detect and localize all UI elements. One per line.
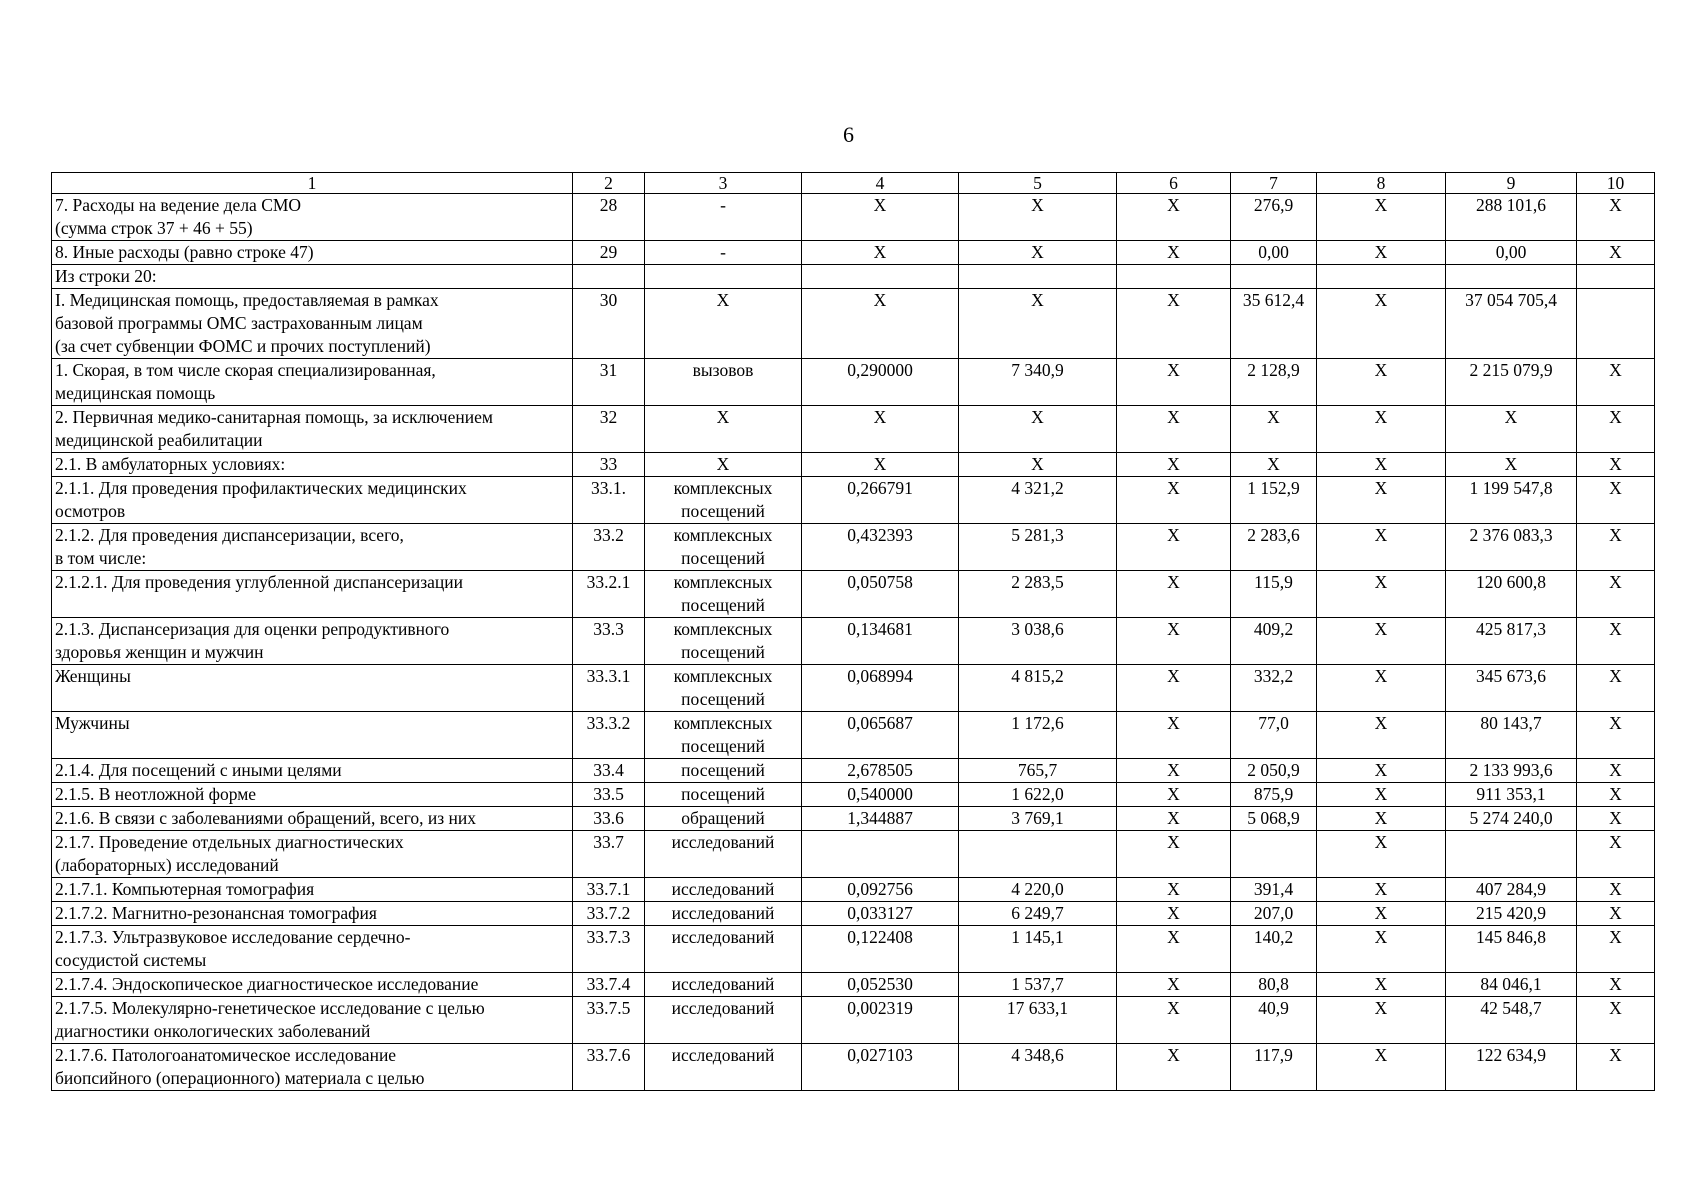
col8-cell: X (1317, 783, 1446, 807)
table-row (52, 665, 1655, 712)
unit-cell: исследований (645, 902, 802, 926)
norm-cost-cell: 7 340,9 (959, 359, 1117, 406)
norm-cost-cell: X (959, 406, 1117, 453)
norm-cost-cell (959, 831, 1117, 878)
col10-cell: X (1577, 973, 1655, 997)
unit-cell: посещений (645, 783, 802, 807)
col10-cell: X (1577, 926, 1655, 973)
col10-cell: X (1577, 241, 1655, 265)
norm-volume-cell: 0,033127 (802, 902, 959, 926)
col8-cell: X (1317, 973, 1446, 997)
per-capita-cell: 875,9 (1231, 783, 1317, 807)
row-code-cell: 33.5 (573, 783, 645, 807)
col8-cell: X (1317, 524, 1446, 571)
norm-cost-cell: 1 537,7 (959, 973, 1117, 997)
table-row (52, 807, 1655, 831)
col8-cell (1317, 265, 1446, 289)
norm-cost-cell: 4 348,6 (959, 1044, 1117, 1091)
table-row (52, 997, 1655, 1044)
unit-cell: комплексных посещений (645, 618, 802, 665)
per-capita-cell: 77,0 (1231, 712, 1317, 759)
total-sum-cell: 37 054 705,4 (1446, 289, 1577, 359)
total-sum-cell (1446, 265, 1577, 289)
col10-cell: X (1577, 524, 1655, 571)
norm-volume-cell: 1,344887 (802, 807, 959, 831)
row-code-cell: 33.7.6 (573, 1044, 645, 1091)
norm-cost-cell: 17 633,1 (959, 997, 1117, 1044)
col10-cell: X (1577, 759, 1655, 783)
col10-cell: X (1577, 783, 1655, 807)
column-header: 6 (1117, 173, 1231, 194)
table-row (52, 712, 1655, 759)
unit-cell: комплексных посещений (645, 571, 802, 618)
norm-cost-cell: 3 038,6 (959, 618, 1117, 665)
per-capita-cell (1231, 265, 1317, 289)
col8-cell: X (1317, 831, 1446, 878)
unit-cell (645, 265, 802, 289)
unit-cell: вызовов (645, 359, 802, 406)
total-sum-cell: 120 600,8 (1446, 571, 1577, 618)
norm-volume-cell: 0,540000 (802, 783, 959, 807)
col8-cell: X (1317, 477, 1446, 524)
norm-cost-cell: 1 622,0 (959, 783, 1117, 807)
unit-cell: исследований (645, 1044, 802, 1091)
column-header: 4 (802, 173, 959, 194)
norm-volume-cell: 0,290000 (802, 359, 959, 406)
row-code-cell: 33.7.1 (573, 878, 645, 902)
col6-cell: X (1117, 759, 1231, 783)
col8-cell: X (1317, 997, 1446, 1044)
row-code-cell: 33.7.2 (573, 902, 645, 926)
per-capita-cell: 80,8 (1231, 973, 1317, 997)
norm-cost-cell: X (959, 241, 1117, 265)
total-sum-cell (1446, 831, 1577, 878)
unit-cell: - (645, 194, 802, 241)
row-name-cell: 2. Первичная медико-санитарная помощь, за исключением медицинской реабилитации (52, 406, 573, 453)
table-row (52, 926, 1655, 973)
total-sum-cell: 122 634,9 (1446, 1044, 1577, 1091)
table-row (52, 831, 1655, 878)
table-row (52, 783, 1655, 807)
per-capita-cell: 40,9 (1231, 997, 1317, 1044)
row-code-cell: 33.7.5 (573, 997, 645, 1044)
unit-cell: исследований (645, 926, 802, 973)
norm-cost-cell: 1 145,1 (959, 926, 1117, 973)
col10-cell: X (1577, 359, 1655, 406)
per-capita-cell: 2 128,9 (1231, 359, 1317, 406)
col6-cell: X (1117, 997, 1231, 1044)
row-name-cell: 2.1.1. Для проведения профилактических медицинских осмотров (52, 477, 573, 524)
table-header-row (52, 173, 1655, 194)
table-row (52, 265, 1655, 289)
col6-cell: X (1117, 712, 1231, 759)
norm-cost-cell: 765,7 (959, 759, 1117, 783)
table-row (52, 973, 1655, 997)
norm-volume-cell: 0,052530 (802, 973, 959, 997)
unit-cell: исследований (645, 878, 802, 902)
norm-cost-cell: 4 815,2 (959, 665, 1117, 712)
total-sum-cell: 2 215 079,9 (1446, 359, 1577, 406)
row-code-cell: 33.7 (573, 831, 645, 878)
total-sum-cell: 215 420,9 (1446, 902, 1577, 926)
col6-cell: X (1117, 524, 1231, 571)
unit-cell: - (645, 241, 802, 265)
norm-volume-cell: X (802, 194, 959, 241)
per-capita-cell: 115,9 (1231, 571, 1317, 618)
row-code-cell: 33.3.1 (573, 665, 645, 712)
row-name-cell: 2.1.5. В неотложной форме (52, 783, 573, 807)
col10-cell: X (1577, 712, 1655, 759)
row-code-cell: 33.2 (573, 524, 645, 571)
norm-volume-cell: 0,134681 (802, 618, 959, 665)
norm-cost-cell: 3 769,1 (959, 807, 1117, 831)
col6-cell: X (1117, 807, 1231, 831)
row-name-cell: 2.1.2.1. Для проведения углубленной диспансеризации (52, 571, 573, 618)
column-header: 5 (959, 173, 1117, 194)
row-code-cell: 32 (573, 406, 645, 453)
col6-cell: X (1117, 477, 1231, 524)
col6-cell: X (1117, 783, 1231, 807)
table-row (52, 359, 1655, 406)
norm-cost-cell: X (959, 194, 1117, 241)
norm-volume-cell: 2,678505 (802, 759, 959, 783)
row-code-cell: 29 (573, 241, 645, 265)
col8-cell: X (1317, 712, 1446, 759)
col10-cell (1577, 289, 1655, 359)
row-name-cell: 2.1.7. Проведение отдельных диагностических (лабораторных) исследований (52, 831, 573, 878)
row-code-cell: 28 (573, 194, 645, 241)
row-name-cell: 2.1.7.5. Молекулярно-генетическое исследование с целью диагностики онкологических заболеваний (52, 997, 573, 1044)
per-capita-cell: 391,4 (1231, 878, 1317, 902)
norm-cost-cell: 4 321,2 (959, 477, 1117, 524)
norm-volume-cell: 0,050758 (802, 571, 959, 618)
col6-cell: X (1117, 1044, 1231, 1091)
col8-cell: X (1317, 878, 1446, 902)
total-sum-cell: 407 284,9 (1446, 878, 1577, 902)
norm-volume-cell: 0,432393 (802, 524, 959, 571)
col8-cell: X (1317, 665, 1446, 712)
row-code-cell: 33.4 (573, 759, 645, 783)
col8-cell: X (1317, 807, 1446, 831)
row-name-cell: 2.1. В амбулаторных условиях: (52, 453, 573, 477)
col8-cell: X (1317, 453, 1446, 477)
row-code-cell: 33 (573, 453, 645, 477)
per-capita-cell: 276,9 (1231, 194, 1317, 241)
col10-cell: X (1577, 807, 1655, 831)
norm-volume-cell: 0,065687 (802, 712, 959, 759)
table-row (52, 453, 1655, 477)
col6-cell (1117, 265, 1231, 289)
column-header: 3 (645, 173, 802, 194)
row-name-cell: 2.1.4. Для посещений с иными целями (52, 759, 573, 783)
unit-cell: исследований (645, 831, 802, 878)
total-sum-cell: 425 817,3 (1446, 618, 1577, 665)
norm-volume-cell: 0,027103 (802, 1044, 959, 1091)
col10-cell: X (1577, 831, 1655, 878)
per-capita-cell: X (1231, 453, 1317, 477)
norm-cost-cell: 1 172,6 (959, 712, 1117, 759)
total-sum-cell: 911 353,1 (1446, 783, 1577, 807)
total-sum-cell: 80 143,7 (1446, 712, 1577, 759)
total-sum-cell: 145 846,8 (1446, 926, 1577, 973)
col10-cell: X (1577, 878, 1655, 902)
row-name-cell: 2.1.7.1. Компьютерная томография (52, 878, 573, 902)
col8-cell: X (1317, 902, 1446, 926)
col6-cell: X (1117, 453, 1231, 477)
table-row (52, 524, 1655, 571)
row-name-cell: Женщины (52, 665, 573, 712)
norm-volume-cell (802, 831, 959, 878)
col8-cell: X (1317, 359, 1446, 406)
norm-volume-cell: 0,002319 (802, 997, 959, 1044)
col10-cell: X (1577, 665, 1655, 712)
per-capita-cell: 409,2 (1231, 618, 1317, 665)
per-capita-cell: 2 050,9 (1231, 759, 1317, 783)
col10-cell: X (1577, 453, 1655, 477)
unit-cell: X (645, 289, 802, 359)
table-row (52, 571, 1655, 618)
table-row (52, 618, 1655, 665)
unit-cell: комплексных посещений (645, 477, 802, 524)
unit-cell: исследований (645, 973, 802, 997)
row-code-cell: 30 (573, 289, 645, 359)
row-name-cell: 2.1.7.3. Ультразвуковое исследование сердечно- сосудистой системы (52, 926, 573, 973)
row-code-cell: 33.3 (573, 618, 645, 665)
col6-cell: X (1117, 194, 1231, 241)
page-number: 6 (843, 122, 854, 147)
norm-cost-cell: X (959, 289, 1117, 359)
norm-volume-cell: X (802, 241, 959, 265)
norm-volume-cell: 0,092756 (802, 878, 959, 902)
norm-cost-cell (959, 265, 1117, 289)
unit-cell: комплексных посещений (645, 712, 802, 759)
per-capita-cell (1231, 831, 1317, 878)
row-name-cell: 7. Расходы на ведение дела СМО (сумма строк 37 + 46 + 55) (52, 194, 573, 241)
per-capita-cell: 2 283,6 (1231, 524, 1317, 571)
per-capita-cell: 5 068,9 (1231, 807, 1317, 831)
per-capita-cell: 207,0 (1231, 902, 1317, 926)
col8-cell: X (1317, 926, 1446, 973)
row-code-cell: 33.3.2 (573, 712, 645, 759)
column-header: 1 (52, 173, 573, 194)
unit-cell: посещений (645, 759, 802, 783)
norm-volume-cell (802, 265, 959, 289)
col6-cell: X (1117, 926, 1231, 973)
col10-cell: X (1577, 902, 1655, 926)
unit-cell: исследований (645, 997, 802, 1044)
column-header: 10 (1577, 173, 1655, 194)
row-name-cell: 8. Иные расходы (равно строке 47) (52, 241, 573, 265)
column-header: 9 (1446, 173, 1577, 194)
row-code-cell: 33.1. (573, 477, 645, 524)
col8-cell: X (1317, 241, 1446, 265)
col6-cell: X (1117, 878, 1231, 902)
row-name-cell: I. Медицинская помощь, предоставляемая в рамках базовой программы ОМС застрахованным лицам (за счет субвенции ФОМС и прочих поступлений) (52, 289, 573, 359)
unit-cell: комплексных посещений (645, 665, 802, 712)
total-sum-cell: 5 274 240,0 (1446, 807, 1577, 831)
row-code-cell: 33.6 (573, 807, 645, 831)
col6-cell: X (1117, 359, 1231, 406)
per-capita-cell: 1 152,9 (1231, 477, 1317, 524)
col8-cell: X (1317, 194, 1446, 241)
col8-cell: X (1317, 289, 1446, 359)
per-capita-cell: 0,00 (1231, 241, 1317, 265)
table-row (52, 759, 1655, 783)
norm-cost-cell: 2 283,5 (959, 571, 1117, 618)
table-row (52, 902, 1655, 926)
total-sum-cell: 345 673,6 (1446, 665, 1577, 712)
row-code-cell: 31 (573, 359, 645, 406)
col10-cell: X (1577, 406, 1655, 453)
norm-cost-cell: 4 220,0 (959, 878, 1117, 902)
col8-cell: X (1317, 618, 1446, 665)
col8-cell: X (1317, 571, 1446, 618)
table-row (52, 241, 1655, 265)
column-header: 2 (573, 173, 645, 194)
total-sum-cell: 42 548,7 (1446, 997, 1577, 1044)
col10-cell (1577, 265, 1655, 289)
column-header: 7 (1231, 173, 1317, 194)
col10-cell: X (1577, 1044, 1655, 1091)
col10-cell: X (1577, 571, 1655, 618)
total-sum-cell: 288 101,6 (1446, 194, 1577, 241)
col10-cell: X (1577, 194, 1655, 241)
total-sum-cell: 2 376 083,3 (1446, 524, 1577, 571)
col6-cell: X (1117, 618, 1231, 665)
total-sum-cell: 0,00 (1446, 241, 1577, 265)
unit-cell: комплексных посещений (645, 524, 802, 571)
row-code-cell: 33.7.4 (573, 973, 645, 997)
unit-cell: X (645, 453, 802, 477)
col6-cell: X (1117, 289, 1231, 359)
data-table (51, 172, 1655, 1091)
col6-cell: X (1117, 831, 1231, 878)
column-header: 8 (1317, 173, 1446, 194)
norm-volume-cell: 0,266791 (802, 477, 959, 524)
col6-cell: X (1117, 665, 1231, 712)
row-code-cell: 33.2.1 (573, 571, 645, 618)
unit-cell: X (645, 406, 802, 453)
row-name-cell: 2.1.6. В связи с заболеваниями обращений, всего, из них (52, 807, 573, 831)
row-name-cell: Мужчины (52, 712, 573, 759)
col6-cell: X (1117, 973, 1231, 997)
col10-cell: X (1577, 618, 1655, 665)
row-code-cell (573, 265, 645, 289)
table-row (52, 1044, 1655, 1091)
row-name-cell: 2.1.3. Диспансеризация для оценки репродуктивного здоровья женщин и мужчин (52, 618, 573, 665)
per-capita-cell: X (1231, 406, 1317, 453)
total-sum-cell: 1 199 547,8 (1446, 477, 1577, 524)
norm-volume-cell: X (802, 453, 959, 477)
norm-cost-cell: X (959, 453, 1117, 477)
table-row (52, 194, 1655, 241)
per-capita-cell: 35 612,4 (1231, 289, 1317, 359)
col10-cell: X (1577, 997, 1655, 1044)
per-capita-cell: 332,2 (1231, 665, 1317, 712)
table-row (52, 878, 1655, 902)
table-row (52, 406, 1655, 453)
col6-cell: X (1117, 571, 1231, 618)
row-name-cell: 2.1.7.2. Магнитно-резонансная томография (52, 902, 573, 926)
table-row (52, 289, 1655, 359)
col8-cell: X (1317, 406, 1446, 453)
table-row (52, 477, 1655, 524)
row-name-cell: 1. Скорая, в том числе скорая специализированная, медицинская помощь (52, 359, 573, 406)
col6-cell: X (1117, 406, 1231, 453)
col10-cell: X (1577, 477, 1655, 524)
norm-volume-cell: X (802, 289, 959, 359)
col8-cell: X (1317, 759, 1446, 783)
col6-cell: X (1117, 241, 1231, 265)
row-name-cell: 2.1.7.6. Патологоанатомическое исследование биопсийного (операционного) материала с целью (52, 1044, 573, 1091)
row-name-cell: 2.1.2. Для проведения диспансеризации, всего, в том числе: (52, 524, 573, 571)
col8-cell: X (1317, 1044, 1446, 1091)
total-sum-cell: X (1446, 453, 1577, 477)
col6-cell: X (1117, 902, 1231, 926)
total-sum-cell: 2 133 993,6 (1446, 759, 1577, 783)
per-capita-cell: 117,9 (1231, 1044, 1317, 1091)
per-capita-cell: 140,2 (1231, 926, 1317, 973)
norm-volume-cell: 0,122408 (802, 926, 959, 973)
norm-volume-cell: X (802, 406, 959, 453)
total-sum-cell: 84 046,1 (1446, 973, 1577, 997)
total-sum-cell: X (1446, 406, 1577, 453)
row-name-cell: 2.1.7.4. Эндоскопическое диагностическое исследование (52, 973, 573, 997)
norm-cost-cell: 5 281,3 (959, 524, 1117, 571)
row-name-cell: Из строки 20: (52, 265, 573, 289)
unit-cell: обращений (645, 807, 802, 831)
norm-volume-cell: 0,068994 (802, 665, 959, 712)
norm-cost-cell: 6 249,7 (959, 902, 1117, 926)
row-code-cell: 33.7.3 (573, 926, 645, 973)
